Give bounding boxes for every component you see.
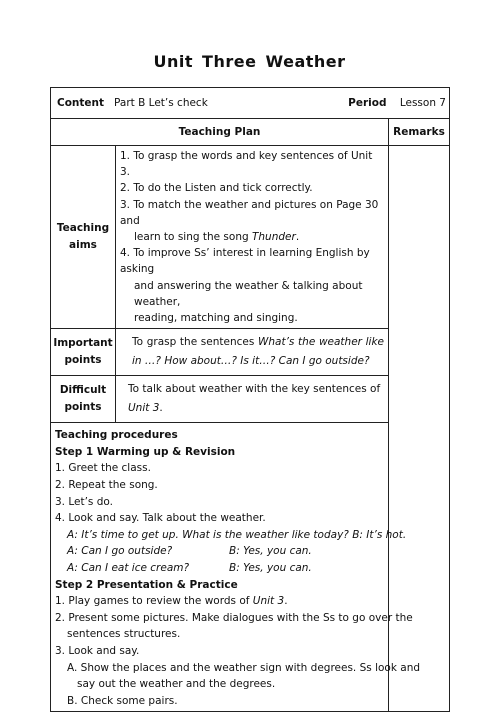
step-item: say out the weather and the degrees.: [77, 678, 276, 691]
aim-line: 4. To improve Ss’ interest in learning English by asking: [120, 247, 370, 276]
step-item: 1. Play games to review the words of Unit 3.: [55, 595, 288, 608]
aim-line: reading, matching and singing.: [134, 312, 298, 325]
step-item: 4. Look and say. Talk about the weather.: [55, 512, 266, 525]
important-points-label: Important points: [51, 329, 116, 376]
content-row: [51, 88, 450, 119]
header-row: [51, 119, 450, 146]
page-title: Unit Three Weather: [153, 52, 346, 71]
difficult-points-label: Difficult points: [51, 376, 116, 423]
step-2-heading: Step 2 Presentation & Practice: [55, 578, 238, 591]
song-title: Thunder: [251, 231, 296, 244]
step-item: 1. Greet the class.: [55, 462, 151, 475]
step-item: 3. Let’s do.: [55, 495, 113, 508]
aim-line: 2. To do the Listen and tick correctly.: [120, 182, 313, 195]
teaching-plan-header: Teaching Plan: [51, 119, 389, 146]
step-item: sentences structures.: [67, 628, 181, 641]
teaching-aims-list: [116, 146, 389, 329]
dialog-line: A: Can I go outside? B: Yes, you can.: [67, 545, 312, 558]
period-label: Period: [348, 97, 387, 109]
remarks-cell: [389, 146, 450, 712]
step-item: 3. Look and say.: [55, 644, 140, 657]
step-item: B. Check some pairs.: [67, 694, 178, 707]
lesson-plan-table: [50, 87, 450, 712]
aim-line: learn to sing the song Thunder.: [134, 231, 300, 244]
important-points-text: To grasp the sentences What’s the weather like in …? How about…? Is it…? Can I go outside?: [116, 329, 389, 376]
dialog-line: A: Can I eat ice cream? B: Yes, you can.: [67, 561, 312, 574]
teaching-aims-row: [51, 146, 450, 329]
step-1-heading: Step 1 Warming up & Revision: [55, 445, 236, 458]
period-value: Lesson 7: [399, 97, 446, 109]
aim-line: 1. To grasp the words and key sentences of Unit 3.: [120, 150, 373, 179]
aim-line: and answering the weather & talking about weather,: [134, 279, 363, 308]
step-item: 2. Repeat the song.: [55, 479, 158, 492]
teaching-procedures: [51, 423, 421, 712]
content-value: Part B Let’s check: [114, 97, 208, 109]
aim-line: 3. To match the weather and pictures on Page 30 and: [120, 198, 379, 227]
difficult-points-text: To talk about weather with the key sentences of Unit 3.: [116, 376, 389, 423]
procedures-heading: Teaching procedures: [55, 429, 178, 442]
teaching-aims-label: Teaching aims: [51, 146, 116, 329]
content-label: Content: [57, 97, 105, 109]
dialog-line: A: It’s time to get up. What is the weather like today? B: It’s hot.: [67, 528, 407, 541]
step-item: 2. Present some pictures. Make dialogues with the Ss to go over the: [55, 611, 413, 624]
remarks-header: Remarks: [389, 119, 450, 146]
step-item: A. Show the places and the weather sign with degrees. Ss look and: [67, 661, 421, 674]
